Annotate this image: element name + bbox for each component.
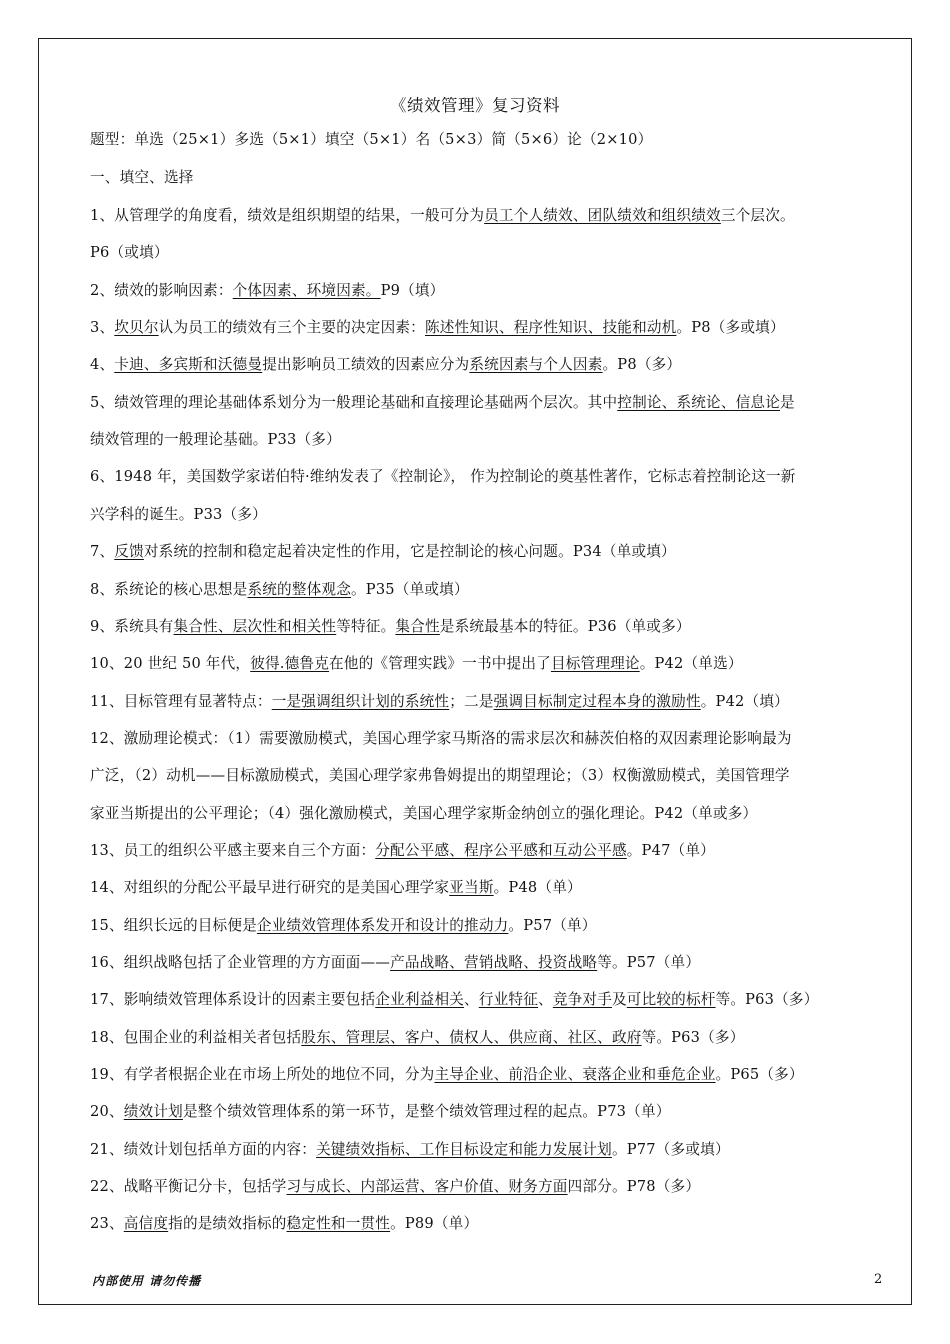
text-line (90, 1026, 890, 1047)
text-line (90, 428, 890, 449)
text-line (90, 1100, 890, 1121)
footer-notice: 内部使用 请勿传播 (92, 1274, 202, 1288)
underlined-answer: 亚当斯 (449, 879, 494, 897)
question-types: 题型：单选（25×1）多选（5×1）填空（5×1）名（5×3）简（5×6）论（2×10） (90, 131, 653, 148)
text-segment: 广泛，（2）动机——目标激励模式，美国心理学家弗鲁姆提出的期望理论；（3）权衡激励模式，美国管理学 (90, 767, 790, 785)
underlined-answer: 彼得.德鲁克 (250, 655, 330, 673)
underlined-answer: 稳定性和一贯性 (286, 1215, 391, 1233)
text-segment: 等。P57（单） (597, 954, 701, 971)
underlined-answer: 绩效计划 (123, 1103, 183, 1121)
underlined-answer: 主导企业、前沿企业、衰落企业和垂危企业 (434, 1066, 716, 1084)
text-segment: 。P47（单） (626, 841, 715, 859)
text-segment: 9、系统具有 (90, 617, 174, 635)
text-segment: 、 (464, 991, 479, 1009)
text-segment: 。P65（多） (715, 1066, 804, 1084)
text-line (90, 279, 890, 300)
text-line (90, 1175, 890, 1196)
text-line (90, 727, 890, 748)
text-line (90, 1063, 890, 1084)
underlined-answer: 系统因素与个人因素 (469, 356, 603, 374)
underlined-answer: 习与成长、内部运营、客户价值、财务方面 (286, 1178, 568, 1196)
text-segment: 1、从管理学的角度看，绩效是组织期望的结果，一般可分为 (90, 207, 485, 224)
underlined-answer: 高信度 (123, 1215, 169, 1233)
text-segment: 23、 (90, 1215, 124, 1233)
text-segment: 是整个绩效管理体系的第一环节，是整个绩效管理过程的起点。P73（单） (182, 1103, 671, 1121)
text-line (90, 578, 890, 599)
text-segment: 18、包围企业的利益相关者包括 (90, 1028, 302, 1046)
text-segment: 11、目标管理有显著特点： (90, 692, 272, 710)
text-line (90, 839, 890, 860)
text-segment: P9（填） (380, 281, 445, 299)
text-segment: 4、 (90, 356, 115, 374)
underlined-answer: 企业绩效管理体系发开和设计的推动力 (256, 916, 509, 934)
underlined-answer: 坎贝尔 (114, 319, 159, 337)
document-title: 《绩效管理》复习资料 (390, 96, 560, 115)
text-segment: 3、 (90, 319, 115, 337)
text-segment: 提出影响员工绩效的因素应分为 (262, 356, 470, 374)
text-segment: 在他的《管理实践》一书中提出了 (329, 655, 551, 673)
text-line (90, 1138, 890, 1159)
text-segment: 5、绩效管理的理论基础体系划分为一般理论基础和直接理论基础两个层次。其中 (90, 393, 618, 411)
text-segment: 等。P63（多） (715, 991, 819, 1009)
underlined-answer: 可比较的标杆 (626, 991, 716, 1009)
underlined-answer: 陈述性知识、程序性知识、技能和动机 (424, 319, 677, 337)
text-segment: 14、对组织的分配公平最早进行研究的是美国心理学家 (90, 879, 450, 897)
underlined-answer: 集合性、层次性和相关性 (173, 617, 337, 635)
text-segment: 。P35（单或填） (351, 580, 469, 598)
underlined-answer: 目标管理理论 (550, 655, 640, 673)
text-segment: P6（或填） (90, 244, 169, 262)
text-line (90, 391, 890, 412)
text-segment: 家亚当斯提出的公平理论；（4）强化激励模式，美国心理学家斯金纳创立的强化理论。P42（单或多） (90, 804, 758, 822)
text-line (90, 316, 890, 337)
text-line (90, 353, 890, 374)
underlined-answer: 产品战略、营销战略、投资战略 (390, 954, 598, 971)
text-line (90, 652, 890, 673)
text-segment: 。P89（单） (390, 1215, 479, 1233)
text-segment: 2、绩效的影响因素： (90, 281, 233, 299)
underlined-answer: 反馈 (114, 543, 144, 561)
text-line (90, 764, 890, 785)
underlined-answer: 股东、管理层、客户、债权人、供应商、社区、政府 (301, 1028, 642, 1046)
text-line (90, 615, 890, 636)
underlined-answer: 分配公平感、程序公平感和互动公平感 (375, 841, 627, 859)
text-segment: 15、组织长远的目标便是 (90, 916, 257, 934)
text-segment: 。P77（多或填） (611, 1140, 730, 1158)
text-line (90, 1212, 890, 1233)
text-segment: 等。P63（多） (641, 1028, 745, 1046)
text-segment: 。P42（填） (700, 692, 789, 710)
text-segment: 四部分。P78（多） (567, 1178, 701, 1196)
underlined-answer: 控制论、系统论、信息论 (617, 393, 781, 411)
text-segment: 6、1948 年，美国数学家诺伯特·维纳发表了《控制论》， 作为控制论的奠基性著作，它标志着控制论这一新 (90, 468, 796, 486)
underlined-answer: 行业特征 (478, 991, 539, 1009)
text-segment: 是 (780, 393, 795, 411)
text-segment: 7、 (90, 543, 115, 561)
text-segment: 指的是绩效指标的 (168, 1215, 287, 1233)
text-line (90, 988, 890, 1009)
underlined-answer: 员工个人绩效、团队绩效和组织绩效 (484, 207, 721, 224)
text-segment: 19、有学者根据企业在市场上所处的地位不同，分为 (90, 1066, 435, 1084)
text-segment: 17、影响绩效管理体系设计的因素主要包括 (90, 991, 376, 1009)
text-segment: 、 (538, 991, 553, 1009)
page-number: 2 (874, 1272, 883, 1287)
underlined-answer: 系统的整体观念 (247, 580, 351, 598)
underlined-answer: 集合性 (395, 617, 440, 635)
text-segment: 21、绩效计划包括单方面的内容： (90, 1140, 317, 1158)
text-segment: 16、组织战略包括了企业管理的方方面面—— (90, 954, 391, 971)
text-line (90, 204, 890, 225)
text-segment: 10、20 世纪 50 年代， (90, 655, 251, 673)
text-line (90, 465, 890, 486)
text-segment: 13、员工的组织公平感主要来自三个方面： (90, 841, 376, 859)
text-segment: 。P42（单选） (639, 655, 743, 673)
text-segment: 8、系统论的核心思想是 (90, 580, 248, 598)
underlined-answer: 企业利益相关 (375, 991, 465, 1009)
text-line (90, 802, 890, 823)
text-line (90, 241, 890, 262)
text-segment: 。P8（多或填） (676, 319, 785, 337)
text-line (90, 914, 890, 935)
text-segment: 。P57（单） (508, 916, 597, 934)
text-segment: 等特征。 (336, 617, 396, 635)
text-segment: 。P8（多） (602, 356, 682, 374)
section-heading: 一、填空、选择 (90, 169, 194, 186)
text-segment: 。P48（单） (493, 879, 582, 897)
text-line (90, 540, 890, 561)
underlined-answer: 强调目标制定过程本身的激励性 (493, 692, 701, 710)
text-segment: 绩效管理的一般理论基础。P33（多） (90, 431, 341, 449)
text-line (90, 690, 890, 711)
text-segment: 对系统的控制和稳定起着决定性的作用，它是控制论的核心问题。P34（单或填） (143, 543, 676, 561)
underlined-answer: 个体因素、环境因素。 (232, 281, 381, 299)
underlined-answer: 关键绩效指标、工作目标设定和能力发展计划 (316, 1140, 612, 1158)
underlined-answer: 竞争对手 (552, 991, 612, 1009)
text-segment: 12、激励理论模式：（1）需要激励模式，美国心理学家马斯洛的需求层次和赫茨伯格的双因素理论影响最为 (90, 729, 792, 747)
underlined-answer: 一是强调组织计划的系统性 (271, 692, 450, 710)
text-segment: 三个层次。 (720, 207, 795, 224)
text-segment: 20、 (90, 1103, 124, 1121)
text-segment: 22、战略平衡记分卡，包括学 (90, 1178, 287, 1196)
text-segment: ；二是 (449, 692, 494, 710)
text-line (90, 876, 890, 897)
text-segment: 及 (612, 991, 627, 1009)
text-segment: 是系统最基本的特征。P36（单或多） (439, 617, 691, 635)
text-segment: 认为员工的绩效有三个主要的决定因素： (158, 319, 425, 337)
underlined-answer: 卡迪、多宾斯和沃德曼 (114, 356, 263, 374)
text-line (90, 503, 890, 524)
text-segment: 兴学科的诞生。P33（多） (90, 505, 267, 523)
text-line (90, 951, 890, 972)
